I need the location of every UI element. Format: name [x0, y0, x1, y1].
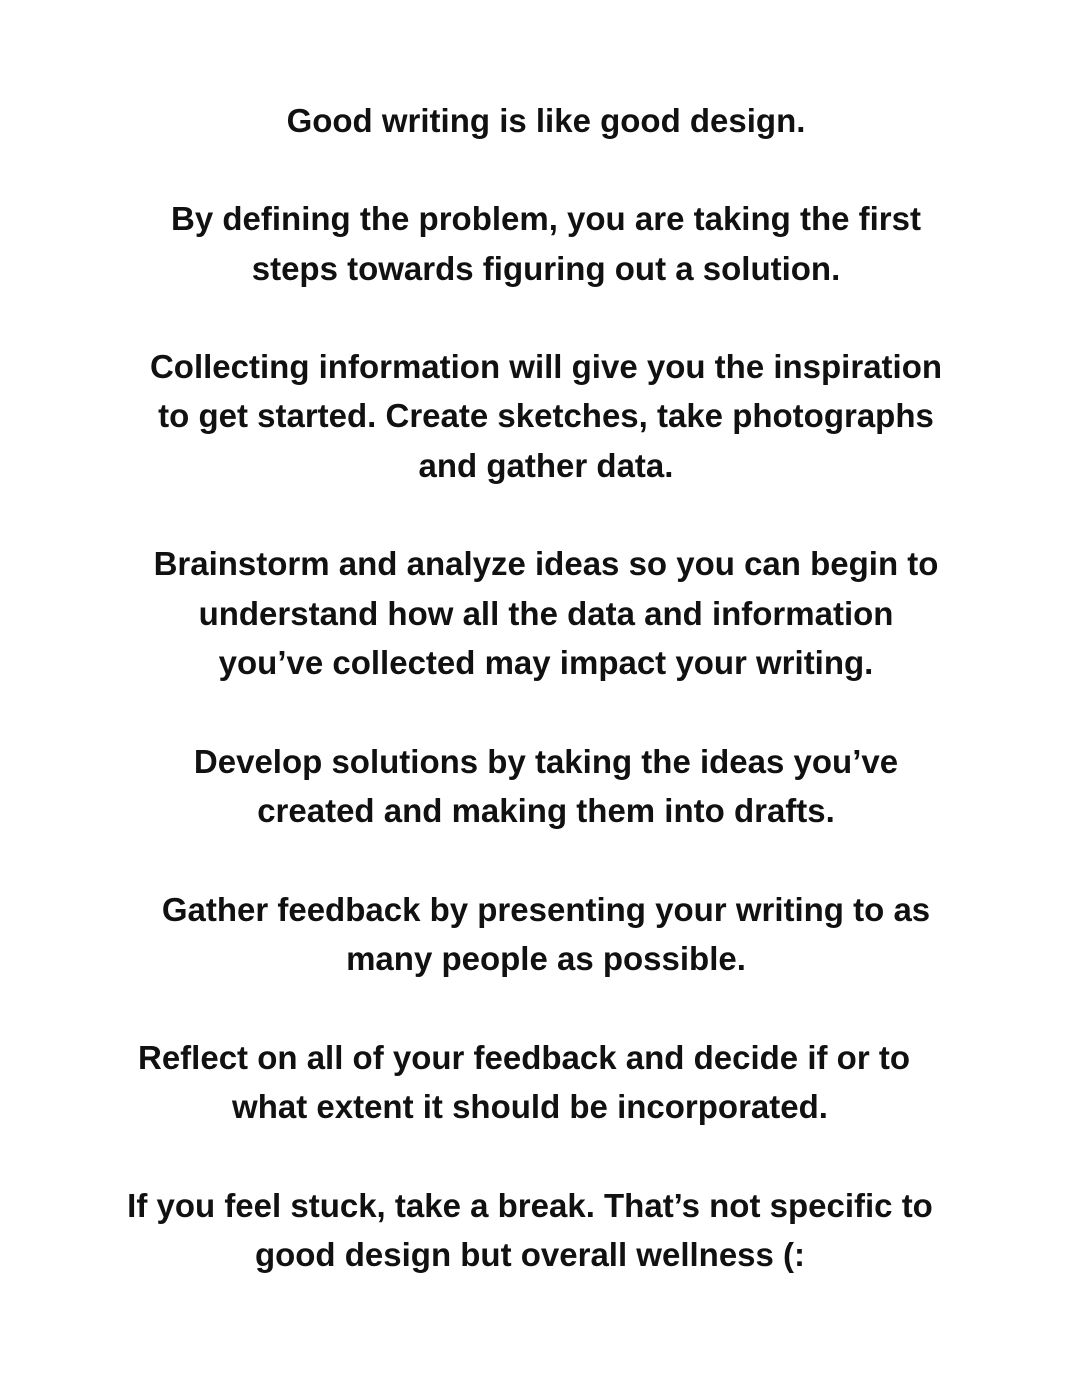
paragraph-8-line-2: good design but overall wellness (: [254, 1236, 806, 1273]
paragraph-3-line-1: Collecting information will give you the inspiration [149, 348, 943, 385]
paragraph-1-line-1: Good writing is like good design. [286, 102, 806, 139]
paragraph-8-line-1: If you feel stuck, take a break. That’s not specific to [127, 1187, 933, 1224]
paragraph-2-line-1: By defining the problem, you are taking the first [171, 200, 921, 237]
paragraph-4-line-3: you’ve collected may impact your writing. [218, 644, 874, 681]
paragraph-5-line-1: Develop solutions by taking the ideas you’ve [193, 743, 899, 780]
paragraph-7-line-2: what extent it should be incorporated. [232, 1088, 828, 1125]
paragraph-3-line-2: to get started. Create sketches, take photographs [158, 397, 934, 434]
paragraph-4-line-1: Brainstorm and analyze ideas so you can begin to [153, 545, 939, 582]
paragraph-3-line-3: and gather data. [418, 447, 674, 484]
paragraph-7-line-1: Reflect on all of your feedback and decide if or to [138, 1039, 910, 1076]
paragraph-2-line-2: steps towards figuring out a solution. [251, 250, 841, 287]
paragraph-5-line-2: created and making them into drafts. [257, 792, 835, 829]
paragraph-6-line-2: many people as possible. [346, 940, 746, 977]
paragraph-4-line-2: understand how all the data and information [198, 595, 894, 632]
paragraph-6-line-1: Gather feedback by presenting your writing to as [161, 891, 931, 928]
